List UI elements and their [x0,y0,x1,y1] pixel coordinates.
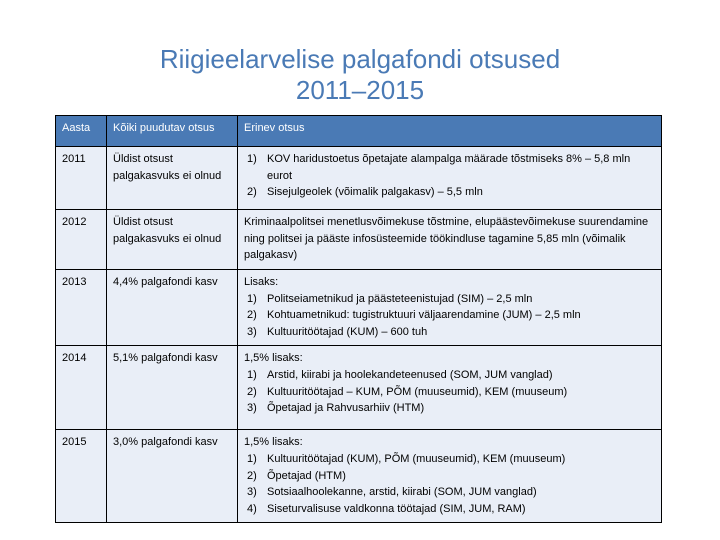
list-item [244,367,655,384]
list-item-number: 4) [247,502,257,515]
list-item-number: 2) [247,186,257,199]
list-item [244,484,655,501]
table-row [56,270,662,346]
list-item [244,384,655,401]
header-different-decision: Erinev otsus [238,116,662,147]
different-decision-cell [238,346,662,430]
table-row [56,430,662,523]
decision-intro: 1,5% lisaks: [244,436,303,449]
list-item-text: Arstid, kiirabi ja hoolekandeteenused (SOM, JUM vanglad) [267,368,553,381]
list-item-text: Kultuuritöötajad (KUM) – 600 tuh [267,325,428,338]
header-year: Aasta [56,116,107,147]
list-item [244,501,655,518]
list-item-text: Kultuuritöötajad (KUM), PÕM (muuseumid), KEM (muuseum) [267,452,566,465]
slide-title [0,44,720,106]
list-item-text: Sotsiaalhoolekanne, arstid, kiirabi (SOM, JUM vanglad) [267,486,537,499]
list-item [244,291,655,308]
year-cell: 2012 [56,210,107,270]
list-item-number: 3) [247,402,257,415]
list-item-number: 1) [247,452,257,465]
common-decision-cell: Üldist otsust palgakasvuks ei olnud [107,210,238,270]
different-decision-cell [238,430,662,523]
list-item-text: KOV haridustoetus õpetajate alampalga määrade tõstmiseks 8% – 5,8 mln eurot [267,153,631,182]
different-decision-cell: Kriminaalpolitsei menetlusvõimekuse tõstmine, elupäästevõimekuse suurendamine ning politsei ja pääste infosüsteemide töökindluse tagamine 5,85 mln (võimalik palgakasv) [238,210,662,270]
slide-title-line-2: 2011–2015 [295,75,425,105]
list-item [244,151,655,184]
different-decision-cell [238,270,662,346]
list-item-text: Õpetajad ja Rahvusarhiiv (HTM) [267,402,425,415]
different-decision-cell [238,147,662,210]
common-decision-cell: 3,0% palgafondi kasv [107,430,238,523]
list-item [244,468,655,485]
common-decision-cell: Üldist otsust palgakasvuks ei olnud [107,147,238,210]
year-cell: 2014 [56,346,107,430]
list-item [244,184,655,201]
table-header-row [56,116,662,147]
list-item-text: Kultuuritöötajad – KUM, PÕM (muuseumid), KEM (muuseum) [267,385,568,398]
list-item-number: 1) [247,368,257,381]
list-item-number: 1) [247,292,257,305]
year-cell: 2011 [56,147,107,210]
list-item-number: 3) [247,486,257,499]
year-cell: 2015 [56,430,107,523]
common-decision-cell: 4,4% palgafondi kasv [107,270,238,346]
list-item-number: 2) [247,309,257,322]
decision-list [244,291,655,341]
header-common-decision: Kõiki puudutav otsus [107,116,238,147]
list-item-number: 1) [247,153,257,165]
list-item [244,307,655,324]
list-item [244,451,655,468]
decisions-table [55,115,662,523]
decision-list [244,451,655,517]
table-row [56,147,662,210]
table-row [56,346,662,430]
decision-intro: Lisaks: [244,276,279,288]
list-item-number: 2) [247,385,257,398]
list-item-text: Politseiametnikud ja päästeteenistujad (SIM) – 2,5 mln [267,292,533,305]
table-row [56,210,662,270]
year-cell: 2013 [56,270,107,346]
list-item [244,324,655,341]
list-item-number: 2) [247,469,257,482]
decision-list [244,367,655,417]
list-item [244,400,655,417]
slide-title-line-1: Riigieelarvelise palgafondi otsused [159,44,561,74]
list-item-text: Sisejulgeolek (võimalik palgakasv) – 5,5 mln [267,186,483,199]
list-item-number: 3) [247,325,257,338]
list-item-text: Siseturvalisuse valdkonna töötajad (SIM, JUM, RAM) [267,502,526,515]
list-item-text: Kohtuametnikud: tugistruktuuri väljaarendamine (JUM) – 2,5 mln [267,309,581,322]
decision-intro: 1,5% lisaks: [244,352,303,365]
common-decision-cell: 5,1% palgafondi kasv [107,346,238,430]
decision-list [244,151,655,201]
list-item-text: Õpetajad (HTM) [267,469,346,482]
